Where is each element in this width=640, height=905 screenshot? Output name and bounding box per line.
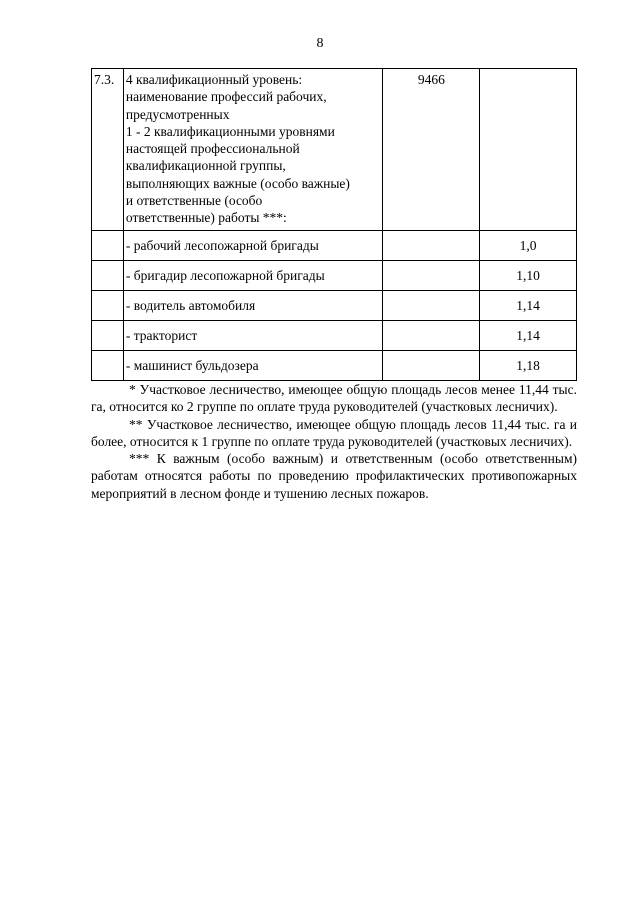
table-row — [92, 350, 577, 380]
profession-coefficient: 1,14 — [480, 320, 577, 350]
table-row — [92, 290, 577, 320]
empty-cell — [92, 260, 124, 290]
footnote: * Участковое лесничество, имеющее общую площадь лесов менее 11,44 тыс. га, относится ко 2 группе по оплате труда руководителей (участковых лесничих). — [91, 382, 577, 415]
description-line: квалификационной группы, — [125, 158, 286, 174]
description-line: ответственные) работы ***: — [125, 210, 287, 226]
row-coefficient — [480, 69, 577, 231]
description-line: выполняющих важные (особо важные) — [125, 175, 350, 191]
profession-coefficient: 1,14 — [480, 290, 577, 320]
description-line: 4 квалификационный уровень: — [125, 72, 303, 87]
footnotes — [91, 381, 577, 502]
empty-cell — [92, 230, 124, 260]
profession-coefficient: 1,18 — [480, 350, 577, 380]
empty-cell — [383, 290, 480, 320]
table-row — [92, 320, 577, 350]
empty-cell — [92, 350, 124, 380]
empty-cell — [92, 290, 124, 320]
footnote: *** К важным (особо важным) и ответственным (особо ответственным) работам относятся работы по проведению профилактических противопожарных мероприятий в лесном фонде и тушению лесных пожаров. — [91, 451, 577, 501]
row-description — [123, 69, 383, 231]
table-row — [92, 230, 577, 260]
description-line: наименование профессий рабочих, — [125, 89, 327, 105]
profession-name: - бригадир лесопожарной бригады — [123, 260, 383, 290]
table-row-main — [92, 69, 577, 231]
footnote: ** Участковое лесничество, имеющее общую площадь лесов 11,44 тыс. га и более, относится к 1 группе по оплате труда руководителей (участковых лесничих). — [91, 416, 577, 449]
empty-cell — [383, 260, 480, 290]
table-row — [92, 260, 577, 290]
profession-name: - машинист бульдозера — [123, 350, 383, 380]
description-line: настоящей профессиональной — [125, 141, 300, 157]
page-number: 8 — [316, 36, 324, 51]
profession-name: - рабочий лесопожарной бригады — [123, 230, 383, 260]
description-line: и ответственные (особо — [125, 193, 263, 209]
profession-name: - водитель автомобиля — [123, 290, 383, 320]
profession-name: - тракторист — [123, 320, 383, 350]
empty-cell — [92, 320, 124, 350]
tariff-table — [91, 68, 577, 381]
profession-coefficient: 1,0 — [480, 230, 577, 260]
description-line: 1 - 2 квалификационными уровнями — [125, 123, 335, 139]
empty-cell — [383, 350, 480, 380]
profession-coefficient: 1,10 — [480, 260, 577, 290]
row-number: 7.3. — [92, 69, 124, 231]
description-line: предусмотренных — [125, 106, 230, 122]
empty-cell — [383, 320, 480, 350]
empty-cell — [383, 230, 480, 260]
row-salary: 9466 — [383, 69, 480, 231]
